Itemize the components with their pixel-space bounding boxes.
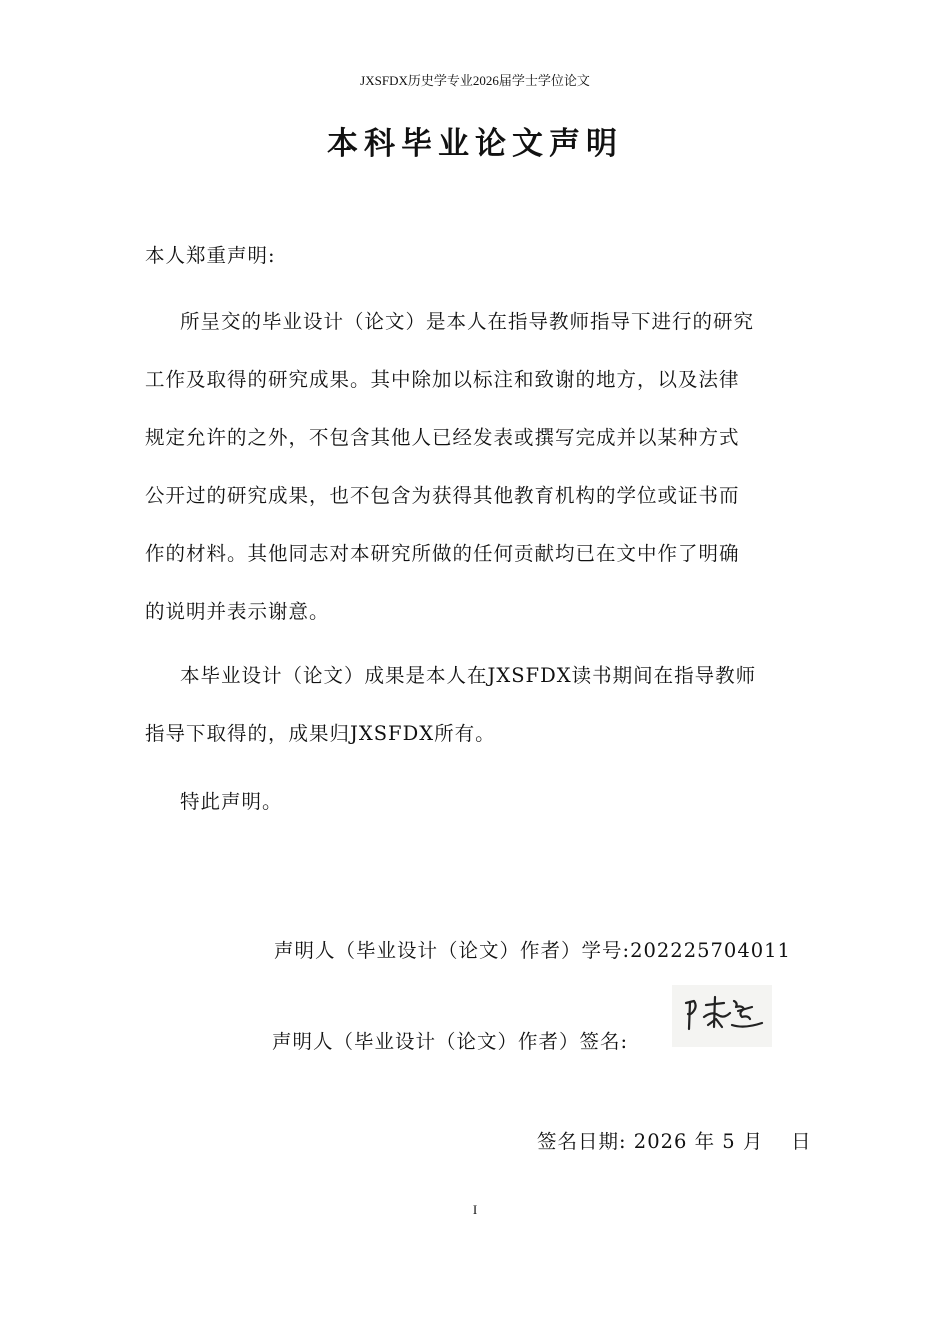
page-number: I xyxy=(472,1202,478,1217)
student-id-label: 声明人（毕业设计（论文）作者）学号: xyxy=(274,939,631,962)
paragraph1-line: 的说明并表示谢意。 xyxy=(145,600,330,623)
paragraph1-line: 工作及取得的研究成果。其中除加以标注和致谢的地方，以及法律 xyxy=(145,368,740,391)
paragraph1-line: 规定允许的之外，不包含其他人已经发表或撰写完成并以某种方式 xyxy=(145,426,740,449)
signature-date-line xyxy=(537,1126,812,1154)
signature-image xyxy=(672,985,772,1047)
salutation: 本人郑重声明: xyxy=(145,244,276,267)
running-header: JXSFDX历史学专业2026届学士学位论文 xyxy=(360,73,590,88)
page-title: 本科毕业论文声明 xyxy=(327,126,623,162)
paragraph2-line: 本毕业设计（论文）成果是本人在JXSFDX读书期间在指导教师 xyxy=(180,664,757,687)
date-value: 2026 年 5 月 日 xyxy=(633,1130,812,1153)
handwritten-signature xyxy=(672,985,772,1047)
paragraph2-line: 指导下取得的，成果归JXSFDX所有。 xyxy=(145,722,496,745)
paragraph1-line: 作的材料。其他同志对本研究所做的任何贡献均已在文中作了明确 xyxy=(145,542,740,565)
signature-line xyxy=(272,1026,628,1054)
signature-label: 声明人（毕业设计（论文）作者）签名: xyxy=(272,1030,629,1053)
paragraph1-line: 所呈交的毕业设计（论文）是本人在指导教师指导下进行的研究 xyxy=(180,310,755,333)
student-id-value: 202225704011 xyxy=(630,939,791,962)
closing-statement: 特此声明。 xyxy=(180,790,283,813)
student-id-line xyxy=(274,935,791,963)
paragraph1-line: 公开过的研究成果，也不包含为获得其他教育机构的学位或证书而 xyxy=(145,484,740,507)
date-label: 签名日期: xyxy=(537,1130,627,1153)
